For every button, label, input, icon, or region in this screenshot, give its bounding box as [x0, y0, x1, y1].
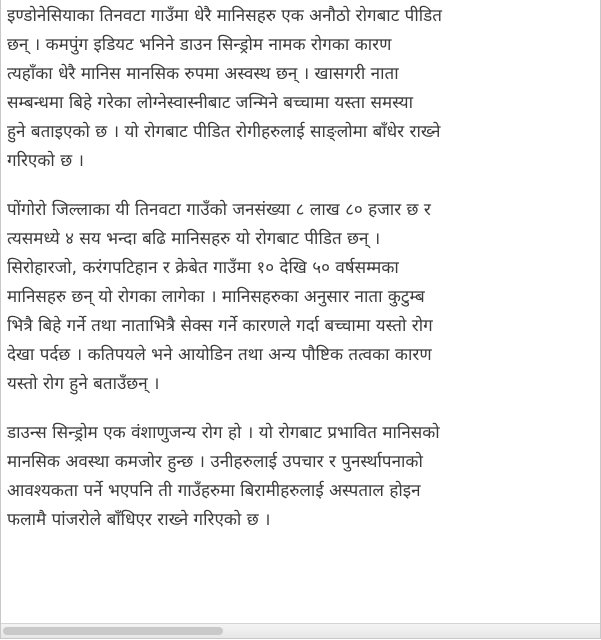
scrollbar-thumb[interactable] — [3, 627, 223, 635]
text-line: देखा पर्दछ । कतिपयले भने आयोडिन तथा अन्य पौष्टिक तत्वका कारण — [7, 345, 432, 365]
text-line: गरिएको छ । — [7, 151, 84, 171]
paragraph-1 — [7, 2, 587, 176]
article-body — [7, 2, 587, 555]
text-line: छन् । कमपुंग इडियट भनिने डाउन सिन्ड्रोम नामक रोगका कारण — [7, 35, 392, 55]
text-line: सिरोहारजो, करंगपटिहान र क्रेबेत गाउँमा १० देखि ५० वर्षसम्मका — [7, 258, 399, 278]
horizontal-scrollbar[interactable] — [1, 623, 600, 638]
paragraph-2 — [7, 196, 587, 399]
text-line: डाउन्स सिन्ड्रोम एक वंशाणुजन्य रोग हो । यो रोगबाट प्रभावित मानिसको — [7, 423, 440, 443]
text-line: आवश्यकता पर्ने भएपनि ती गाउँहरुमा बिरामीहरुलाई अस्पताल होइन — [7, 481, 421, 501]
text-line: मानसिक अवस्था कमजोर हुन्छ । उनीहरुलाई उपचार र पुनर्स्थापनाको — [7, 452, 423, 472]
text-line: फलामै पांजरोले बाँधिएर राख्ने गरिएको छ । — [7, 510, 271, 530]
text-line: भित्रै बिहे गर्ने तथा नाताभित्रै सेक्स गर्ने कारणले गर्दा बच्चामा यस्तो रोग — [7, 316, 433, 336]
paragraph-3 — [7, 419, 587, 535]
text-line: पोंगोरो जिल्लाका यी तिनवटा गाउँको जनसंख्या ८ लाख ८० हजार छ र — [7, 200, 431, 220]
text-line: इण्डोनेसियाका तिनवटा गाउँमा धेरै मानिसहरु एक अनौठो रोगबाट पीडित — [7, 6, 442, 26]
text-line: हुने बताइएको छ । यो रोगबाट पीडित रोगीहरुलाई साङ्लोमा बाँधेर राख्ने — [7, 122, 441, 142]
text-line: सम्बन्धमा बिहे गरेका लोग्नेस्वास्नीबाट जन्मिने बच्चामा यस्ता समस्या — [7, 93, 414, 113]
text-line: त्यसमध्ये ४ सय भन्दा बढि मानिसहरु यो रोगबाट पीडित छन् । — [7, 229, 381, 249]
text-line: त्यहाँका धेरै मानिस मानसिक रुपमा अस्वस्थ छन् । खासगरी नाता — [7, 64, 399, 84]
text-line: यस्तो रोग हुने बताउँछन् । — [7, 374, 160, 394]
text-line: मानिसहरु छन् यो रोगका लागेका । मानिसहरुका अनुसार नाता कुटुम्ब — [7, 287, 425, 307]
